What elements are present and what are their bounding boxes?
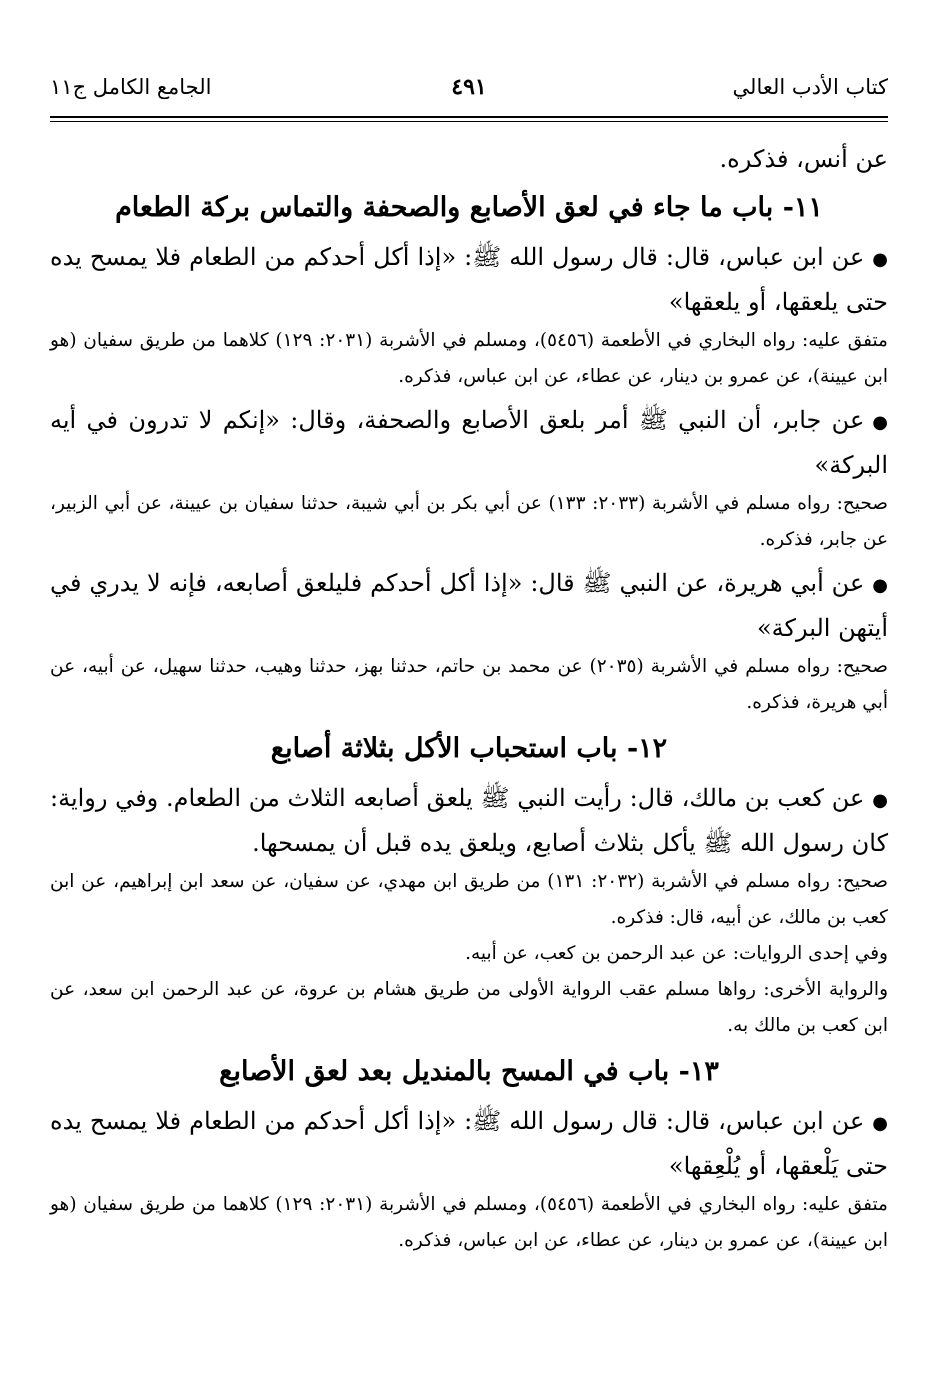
hadith-paragraph xyxy=(50,236,888,323)
header-book-title: كتاب الأدب العالي xyxy=(732,75,888,99)
bullet-icon: ● xyxy=(872,249,888,270)
page-number: ٤٩١ xyxy=(451,74,487,100)
hadith-paragraph xyxy=(50,399,888,486)
header-volume-title: الجامع الكامل ج١١ xyxy=(50,75,212,99)
hadith-paragraph xyxy=(50,562,888,649)
takhrij-note: والرواية الأخرى: رواها مسلم عقب الرواية الأولى من طريق هشام بن عروة، عن عبد الرحمن ابن سعد، عن ابن كعب بن مالك به. xyxy=(50,979,888,1036)
hadith-text: عن جابر، أن النبي ﷺ أمر بلعق الأصابع والصحفة، وقال: «إنكم لا تدرون في أيه البركة» xyxy=(50,406,888,479)
hadith-paragraph xyxy=(50,1100,888,1187)
takhrij-note: صحيح: رواه مسلم في الأشربة (٢٠٣٥) عن محمد بن حاتم، حدثنا بهز، حدثنا وهيب، حدثنا سهيل، عن أبيه، عن أبي هريرة، فذكره. xyxy=(50,656,889,713)
chapter-heading-12: ١٢- باب استحباب الأكل بثلاثة أصابع xyxy=(270,733,668,764)
takhrij-note: وفي إحدى الروايات: عن عبد الرحمن بن كعب، عن أبيه. xyxy=(465,943,888,964)
intro-line: عن أنس، فذكره. xyxy=(719,145,888,173)
bullet-icon: ● xyxy=(872,575,888,596)
takhrij-note: متفق عليه: رواه البخاري في الأطعمة (٥٤٥٦)، ومسلم في الأشربة (٢٠٣١: ١٢٩) كلاهما من طريق سفيان (هو ابن عيينة)، عن عمرو بن دينار، عن عطاء، عن ابن عباس، فذكره. xyxy=(50,1194,888,1251)
header-rule-thick xyxy=(50,116,888,118)
hadith-text: عن ابن عباس، قال: قال رسول الله ﷺ: «إذا أكل أحدكم من الطعام فلا يمسح يده حتى يلعقها، أو يلعقها» xyxy=(50,243,888,316)
bullet-icon: ● xyxy=(872,790,888,811)
takhrij-note: صحيح: رواه مسلم في الأشربة (٢٠٣٢: ١٣١) من طريق ابن مهدي، عن سفيان، عن سعد ابن إبراهيم، عن ابن كعب بن مالك، عن أبيه، قال: فذكره. xyxy=(50,871,888,928)
takhrij-note: صحيح: رواه مسلم في الأشربة (٢٠٣٣: ١٣٣) عن أبي بكر بن أبي شيبة، حدثنا سفيان بن عيينة، عن أبي الزبير، عن جابر، فذكره. xyxy=(50,493,889,550)
header-rule-thin xyxy=(50,121,888,122)
hadith-text: عن ابن عباس، قال: قال رسول الله ﷺ: «إذا أكل أحدكم من الطعام فلا يمسح يده حتى يَلْعقها، أو يُلْعِقها» xyxy=(50,1107,888,1180)
chapter-heading-11: ١١- باب ما جاء في لعق الأصابع والصحفة والتماس بركة الطعام xyxy=(115,192,823,223)
bullet-icon: ● xyxy=(872,1113,888,1134)
takhrij-note: متفق عليه: رواه البخاري في الأطعمة (٥٤٥٦)، ومسلم في الأشربة (٢٠٣١: ١٢٩) كلاهما من طريق سفيان (هو ابن عيينة)، عن عمرو بن دينار، عن عطاء، عن ابن عباس، فذكره. xyxy=(50,330,888,387)
hadith-text: عن أبي هريرة، عن النبي ﷺ قال: «إذا أكل أحدكم فليلعق أصابعه، فإنه لا يدري في أيتهن البركة» xyxy=(50,569,888,642)
bullet-icon: ● xyxy=(872,412,888,433)
running-header xyxy=(50,66,888,108)
hadith-paragraph xyxy=(50,777,888,864)
hadith-text: عن كعب بن مالك، قال: رأيت النبي ﷺ يلعق أصابعه الثلاث من الطعام. وفي رواية: كان رسول الله ﷺ يأكل بثلاث أصابع، ويلعق يده قبل أن يمسحها. xyxy=(50,784,888,857)
page-body xyxy=(50,138,888,1259)
chapter-heading-13: ١٣- باب في المسح بالمنديل بعد لعق الأصابع xyxy=(219,1056,719,1087)
